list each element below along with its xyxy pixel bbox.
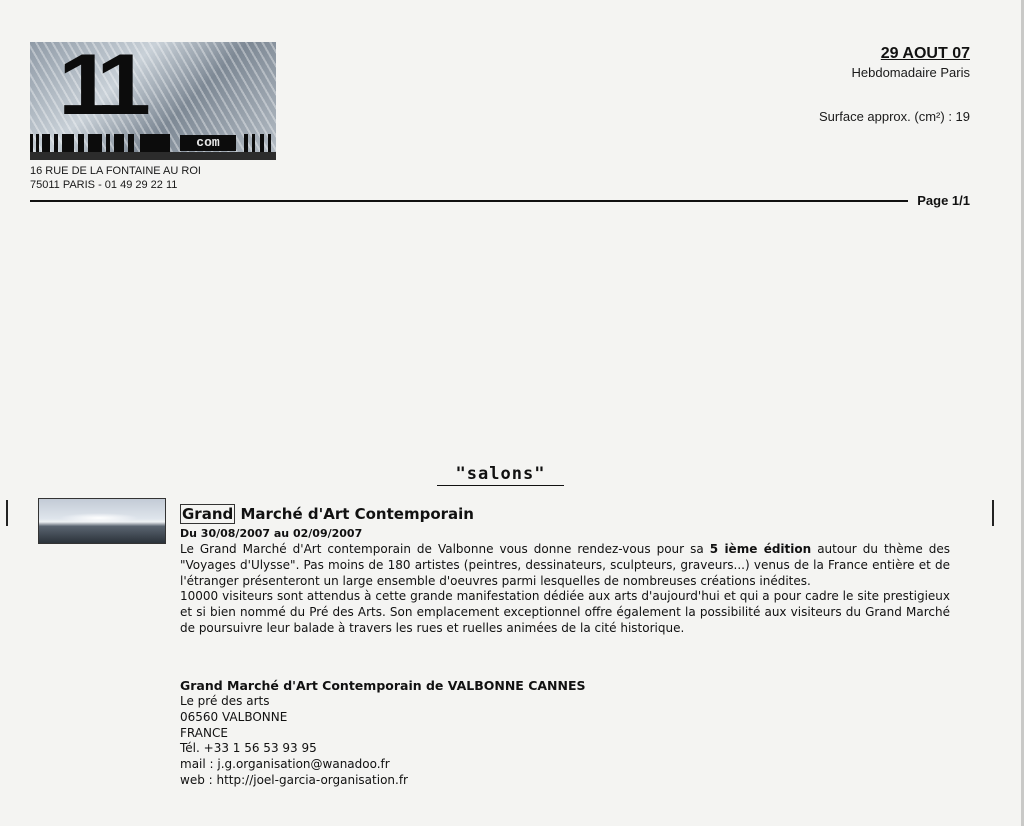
contact-line: Le pré des arts (180, 694, 270, 708)
publication-frequency: Hebdomadaire Paris (851, 65, 970, 80)
article-paragraph: Le Grand Marché d'Art contemporain de Valbonne vous donne rendez-vous pour sa 5 ième édition autour du thème des "Voyages d'Ulysse". Pas moins de 180 artistes (peintres, dessinateurs, sculpteurs, graveurs...) venus de la France entière et de l'étranger présenteront un large ensemble d'oeuvres parmi lesquelles de nombreuses créations inédites. (180, 542, 950, 588)
margin-mark-left (6, 500, 8, 526)
thumbnail-glow (59, 513, 139, 523)
publication-info (819, 44, 970, 126)
event-dates: Du 30/08/2007 au 02/09/2007 (180, 527, 363, 540)
address-line: 16 RUE DE LA FONTAINE AU ROI (30, 165, 201, 177)
article-paragraph: 10000 visiteurs sont attendus à cette grande manifestation dédiée aux arts d'aujourd'hui et qui a pour cadre le site prestigieux et si bien nommé du Pré des Arts. Son emplacement exceptionnel offre également la possibilité aux visiteurs du Grand Marché de poursuivre leur balade à travers les rues et ruelles animées de la cité historique. (180, 589, 950, 635)
edition-emphasis: 5 ième édition (709, 542, 812, 556)
logo-number: 11 (58, 42, 140, 133)
contact-web: web : http://joel-garcia-organisation.fr (180, 772, 408, 787)
contact-block (180, 677, 586, 789)
publication-logo (30, 42, 276, 160)
address-line: 75011 PARIS - 01 49 29 22 11 (30, 179, 178, 191)
article-title-rest: Marché d'Art Contemporain (235, 505, 474, 523)
contact-phone: Tél. +33 1 56 53 93 95 (180, 741, 317, 756)
surface-area: Surface approx. (cm²) : 19 (819, 109, 970, 124)
search-highlight: Grand (182, 505, 234, 523)
contact-line: FRANCE (180, 725, 228, 740)
logo-band (30, 152, 276, 160)
article (180, 504, 950, 637)
contact-mail: mail : j.g.organisation@wanadoo.fr (180, 757, 390, 772)
logo-barcode (30, 134, 276, 152)
header-rule (30, 200, 908, 202)
article-thumbnail (38, 498, 166, 544)
logo-suffix: com (180, 135, 236, 151)
publication-date: 29 AOUT 07 (880, 45, 970, 62)
contact-line: 06560 VALBONNE (180, 709, 288, 724)
page-number: Page 1/1 (917, 193, 970, 208)
section-heading: "salons" (455, 464, 546, 484)
article-title (180, 504, 950, 524)
section-underline (437, 485, 564, 486)
publisher-address (30, 164, 201, 192)
margin-mark-right (992, 500, 994, 526)
organizer-name: Grand Marché d'Art Contemporain de VALBONNE CANNES (180, 678, 586, 693)
